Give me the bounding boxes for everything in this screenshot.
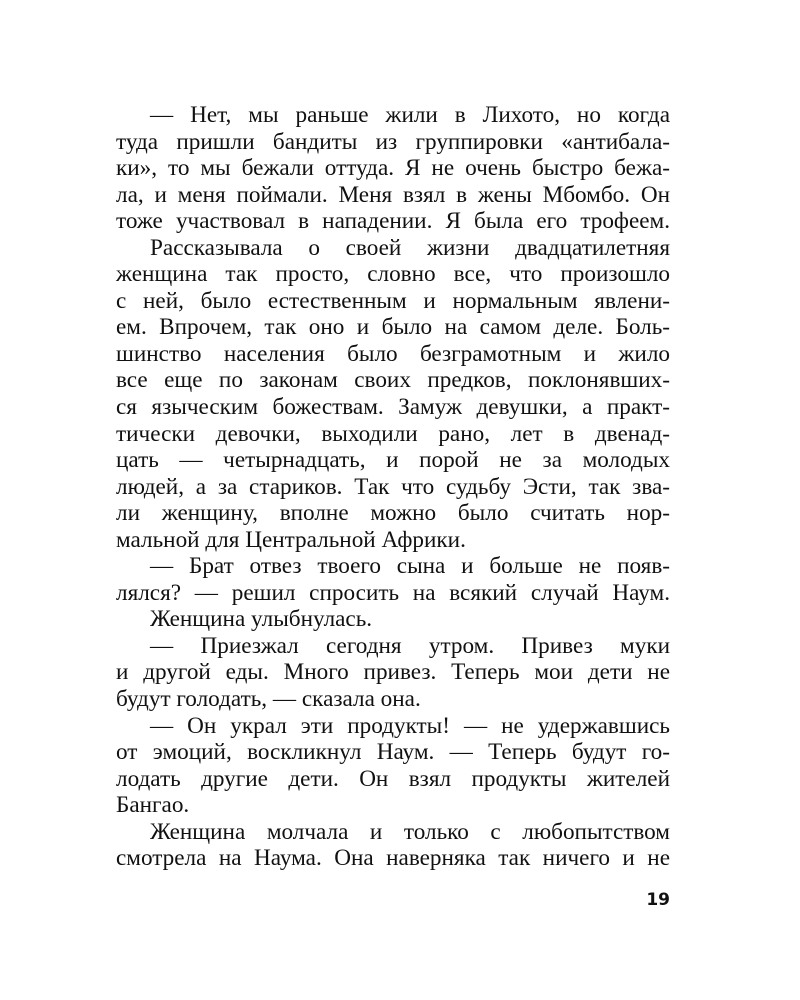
text-line: лодать другие дети. Он взял продукты жителей bbox=[116, 765, 670, 792]
text-line: ли женщину, вполне можно было считать нор- bbox=[116, 500, 670, 527]
text-line: Бангао. bbox=[116, 792, 190, 819]
paragraph-3 bbox=[116, 553, 670, 606]
paragraph-5 bbox=[116, 633, 670, 713]
text-line: — Нет, мы раньше жили в Лихото, но когда bbox=[150, 102, 670, 128]
text-line: от эмоций, воскликнул Наум. — Теперь будут го- bbox=[116, 739, 670, 766]
text-line: Женщина молчала и только с любопытством bbox=[150, 818, 670, 845]
paragraph-7 bbox=[116, 819, 670, 872]
paragraph-6 bbox=[116, 713, 670, 819]
text-line: смотрела на Наума. Она наверняка так ничего и не bbox=[116, 845, 670, 872]
text-line: — Брат отвез твоего сына и больше не появ- bbox=[150, 553, 670, 580]
text-line: ла, и меня поймали. Меня взял в жены Мбомбо. Он bbox=[116, 181, 670, 208]
text-line: все еще по законам своих предков, поклонявших- bbox=[116, 367, 670, 394]
paragraph-4 bbox=[116, 606, 670, 633]
text-line: и другой еды. Много привез. Теперь мои дети не bbox=[116, 659, 670, 686]
text-line: тоже участвовал в нападении. Я была его трофеем. bbox=[116, 208, 670, 235]
text-line: людей, а за стариков. Так что судьбу Эсти, так зва- bbox=[116, 473, 670, 500]
text-line: туда пришли бандиты из группировки «антибала- bbox=[116, 128, 670, 155]
text-line: лялся? — решил спросить на всякий случай Наум. bbox=[116, 579, 670, 606]
text-line: ем. Впрочем, так оно и было на самом деле. Боль- bbox=[116, 314, 670, 341]
text-line: женщина так просто, словно все, что произошло bbox=[116, 261, 670, 288]
text-line: будут голодать, — сказала она. bbox=[116, 686, 421, 713]
paragraph-2 bbox=[116, 235, 670, 554]
text-line: Рассказывала о своей жизни двадцатилетняя bbox=[150, 234, 670, 261]
text-line: Женщина улыбнулась. bbox=[150, 606, 373, 633]
text-line: — Он украл эти продукты! — не удержавшись bbox=[150, 712, 670, 739]
text-line: ся языческим божествам. Замуж девушки, а практ- bbox=[116, 394, 670, 421]
text-line: шинство населения было безграмотным и жило bbox=[116, 340, 670, 367]
text-line: — Приезжал сегодня утром. Привез муки bbox=[150, 632, 670, 659]
paragraph-1 bbox=[116, 102, 670, 235]
text-line: мальной для Центральной Африки. bbox=[116, 526, 466, 553]
text-line: ки», то мы бежали оттуда. Я не очень быстро бежа- bbox=[116, 155, 670, 182]
text-line: цать — четырнадцать, и порой не за молодых bbox=[116, 447, 670, 474]
body-text bbox=[116, 102, 670, 872]
page-number: 19 bbox=[646, 890, 670, 910]
text-line: тически девочки, выходили рано, лет в двенад- bbox=[116, 420, 670, 447]
text-line: с ней, было естественным и нормальным явлени- bbox=[116, 287, 670, 314]
